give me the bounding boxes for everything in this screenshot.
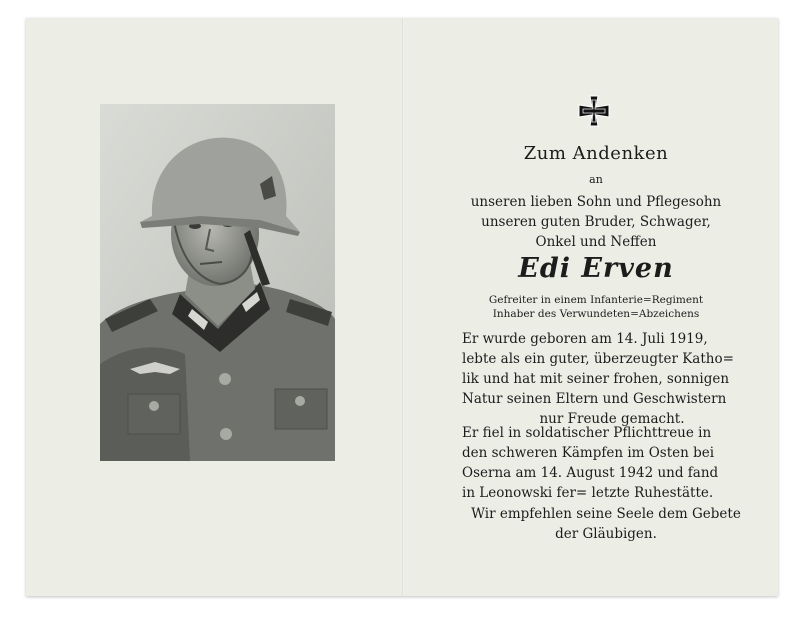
biography-line: Natur seinen Eltern und Geschwistern — [462, 391, 727, 407]
iron-cross-icon — [577, 94, 611, 128]
death-line: in Leonowski fer= letzte Ruhestätte. — [462, 485, 714, 501]
deceased-name: Edi Erven — [518, 253, 674, 284]
memorial-card — [26, 18, 778, 596]
portrait-image — [100, 104, 335, 461]
rank-line: Gefreiter in einem Infanterie=Regiment — [488, 294, 704, 306]
rank-lines — [426, 293, 766, 321]
biography-line: nur Freude gemacht. — [539, 411, 685, 427]
dedication-word: an — [589, 173, 603, 186]
death-line: Er fiel in soldatischer Pflichttreue in — [462, 425, 712, 441]
rank-line: Inhaber des Verwundeten=Abzeichens — [492, 308, 700, 320]
soldier-portrait-photo — [100, 104, 335, 461]
memorial-text-panel — [426, 18, 766, 596]
relationship-lines — [426, 192, 766, 252]
prayer-line: der Gläubigen. — [555, 526, 657, 542]
prayer-line: Wir empfehlen seine Seele dem Gebete — [471, 506, 741, 522]
prayer-paragraph — [446, 504, 766, 544]
biography-paragraph — [462, 329, 762, 429]
biography-line: lebte als ein guter, überzeugter Katho= — [462, 351, 734, 367]
death-line: den schweren Kämpfen im Osten bei — [462, 445, 715, 461]
relationship-line: unseren lieben Sohn und Pflegesohn — [470, 194, 722, 210]
death-paragraph — [462, 423, 762, 503]
relationship-line: unseren guten Bruder, Schwager, — [481, 214, 711, 230]
biography-line: lik und hat mit seiner frohen, sonnigen — [462, 371, 730, 387]
card-fold — [402, 18, 404, 596]
death-line: Oserna am 14. August 1942 und fand — [462, 465, 719, 481]
relationship-line: Onkel und Neffen — [535, 234, 657, 250]
biography-line: Er wurde geboren am 14. Juli 1919, — [462, 331, 708, 347]
card-title: Zum Andenken — [523, 143, 669, 164]
